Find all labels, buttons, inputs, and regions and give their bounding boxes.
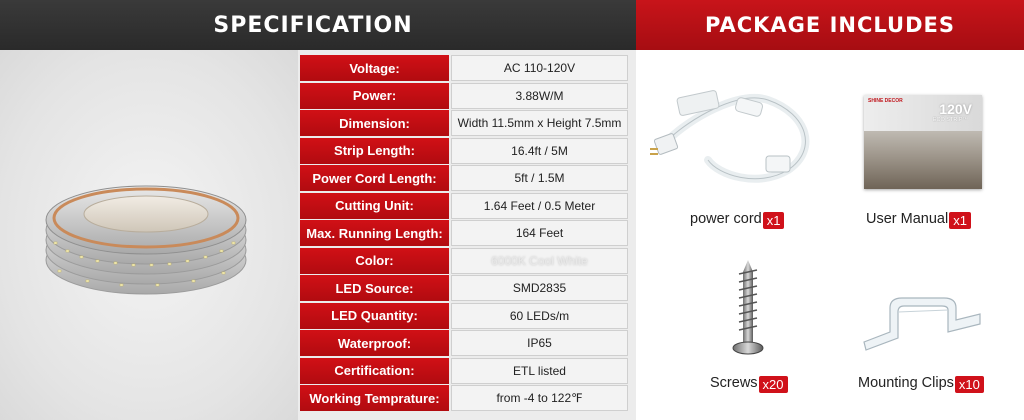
user-manual-caption — [866, 210, 971, 227]
spec-value: 60 LEDs/m — [451, 303, 628, 329]
spec-value: 16.4ft / 5M — [451, 138, 628, 164]
spec-table — [300, 55, 628, 413]
power-cord-caption — [690, 210, 784, 227]
spec-row-color — [300, 248, 628, 276]
manual-cover-subtitle: ECO STRIP™ — [932, 117, 968, 123]
spec-label: Max. Running Length: — [300, 220, 449, 247]
power-cord-qty-badge: x1 — [763, 212, 785, 229]
spec-value: ETL listed — [451, 358, 628, 384]
power-cord-image — [648, 80, 828, 190]
screws-qty-badge: x20 — [759, 376, 788, 393]
spec-label: Voltage: — [300, 55, 449, 82]
spec-label: Working Temprature: — [300, 385, 449, 412]
spec-row-power-cord-length — [300, 165, 628, 193]
power-cord-label: power cord — [690, 210, 762, 227]
spec-value: 6000K Cool White — [451, 248, 628, 274]
spec-row-voltage — [300, 55, 628, 83]
specification-header — [0, 0, 636, 50]
mounting-clips-label: Mounting Clips — [858, 374, 954, 391]
spec-label: Waterproof: — [300, 330, 449, 357]
spec-label: Power: — [300, 83, 449, 110]
spec-label: Certification: — [300, 358, 449, 385]
spec-label: Strip Length: — [300, 138, 449, 165]
spec-row-cutting-unit — [300, 193, 628, 221]
spec-row-power — [300, 83, 628, 111]
spec-label: Dimension: — [300, 110, 449, 137]
manual-room-photo — [864, 131, 982, 189]
screws-label: Screws — [710, 374, 758, 391]
package-includes-header — [636, 0, 1024, 50]
spec-value: AC 110-120V — [451, 55, 628, 81]
spec-label: Color: — [300, 248, 449, 275]
spec-row-max-running-length — [300, 220, 628, 248]
spec-value: 3.88W/M — [451, 83, 628, 109]
spec-label: Cutting Unit: — [300, 193, 449, 220]
manual-brand: SHINE DECOR — [868, 98, 903, 104]
spec-value: 5ft / 1.5M — [451, 165, 628, 191]
spec-row-led-source — [300, 275, 628, 303]
spec-value: SMD2835 — [451, 275, 628, 301]
mounting-clips-qty-badge: x10 — [955, 376, 984, 393]
spec-label: LED Source: — [300, 275, 449, 302]
mounting-clips-caption — [858, 374, 984, 391]
screws-caption — [710, 374, 788, 391]
user-manual-qty-badge: x1 — [949, 212, 971, 229]
spec-row-led-quantity — [300, 303, 628, 331]
led-strip-reel-image — [36, 178, 256, 298]
spec-row-waterproof — [300, 330, 628, 358]
spec-label: Power Cord Length: — [300, 165, 449, 192]
package-includes-title: PACKAGE INCLUDES — [705, 13, 955, 37]
spec-value: from -4 to 122℉ — [451, 385, 628, 411]
screw-image — [726, 258, 770, 358]
spec-value: IP65 — [451, 330, 628, 356]
manual-cover-title: 120V — [939, 101, 972, 117]
mounting-clip-image — [856, 292, 986, 358]
spec-value: 164 Feet — [451, 220, 628, 246]
specification-title: SPECIFICATION — [213, 12, 413, 38]
user-manual-image — [864, 95, 982, 189]
spec-value: 1.64 Feet / 0.5 Meter — [451, 193, 628, 219]
spec-row-working-temperature — [300, 385, 628, 413]
spec-row-dimension — [300, 110, 628, 138]
spec-row-certification — [300, 358, 628, 386]
spec-label: LED Quantity: — [300, 303, 449, 330]
user-manual-label: User Manual — [866, 210, 949, 227]
spec-row-strip-length — [300, 138, 628, 166]
spec-value: Width 11.5mm x Height 7.5mm — [451, 110, 628, 136]
